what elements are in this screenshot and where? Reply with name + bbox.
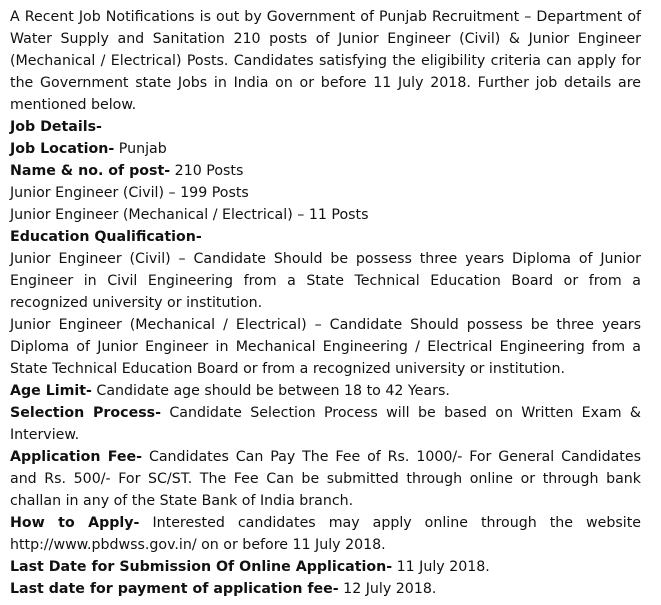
- intro-paragraph: A Recent Job Notifications is out by Government of Punjab Recruitment – Department of Water Supply and Sanitation 210 posts of Junior Engineer (Civil) & Junior Engineer (Mechanical / Electrical) Posts. Candidates satisfying the eligibility criteria can apply for the Government state Jobs in India on or before 11 July 2018. Further job details are mentioned below.: [10, 9, 641, 113]
- application-fee-label: Application Fee-: [10, 449, 143, 465]
- age-limit-label: Age Limit-: [10, 383, 92, 399]
- application-fee-value: Candidates Can Pay The Fee of Rs. 1000/- For General Candidates and Rs. 500/- For SC/ST. The Fee Can be submitted through online or through bank challan in any of the State Bank of India branch.: [10, 449, 641, 509]
- posts-label: Name & no. of post-: [10, 163, 171, 179]
- selection-process-label: Selection Process-: [10, 405, 161, 421]
- age-limit-line: [10, 380, 641, 402]
- post-item-mechanical: Junior Engineer (Mechanical / Electrical) – 11 Posts: [10, 207, 369, 223]
- how-to-apply-value: Interested candidates may apply online through the website http://www.pbdwss.gov.in/ on or before 11 July 2018.: [10, 515, 641, 553]
- job-location-label: Job Location-: [10, 141, 115, 157]
- education-civil: Junior Engineer (Civil) – Candidate Should be possess three years Diploma of Junior Engineer in Civil Engineering from a State Technical Education Board or from a recognized university or institution.: [10, 251, 641, 311]
- application-fee-line: [10, 446, 641, 512]
- last-date-online-value: 11 July 2018.: [392, 559, 490, 575]
- how-to-apply-line: [10, 512, 641, 556]
- job-details-heading: Job Details-: [10, 119, 102, 135]
- last-date-online-label: Last Date for Submission Of Online Application-: [10, 559, 393, 575]
- posts-value: 210 Posts: [170, 163, 244, 179]
- last-date-fee-value: 12 July 2018.: [338, 581, 437, 597]
- last-date-fee-line: [10, 578, 641, 600]
- education-mechanical: Junior Engineer (Mechanical / Electrical) – Candidate Should possess be three years Diploma of Junior Engineer in Mechanical Engineering / Electrical Engineering from a State Technical Education Board or from a recognized university or institution.: [10, 317, 641, 377]
- posts-line: [10, 160, 641, 182]
- last-date-fee-label: Last date for payment of application fee-: [10, 581, 339, 597]
- how-to-apply-label: How to Apply-: [10, 515, 140, 531]
- last-date-online-line: [10, 556, 641, 578]
- education-heading: Education Qualification-: [10, 229, 202, 245]
- job-location-value: Punjab: [114, 141, 167, 157]
- job-location-line: [10, 138, 641, 160]
- selection-process-line: [10, 402, 641, 446]
- age-limit-value: Candidate age should be between 18 to 42 Years.: [91, 383, 450, 399]
- post-item-civil: Junior Engineer (Civil) – 199 Posts: [10, 185, 249, 201]
- selection-process-value: Candidate Selection Process will be based on Written Exam & Interview.: [10, 405, 641, 443]
